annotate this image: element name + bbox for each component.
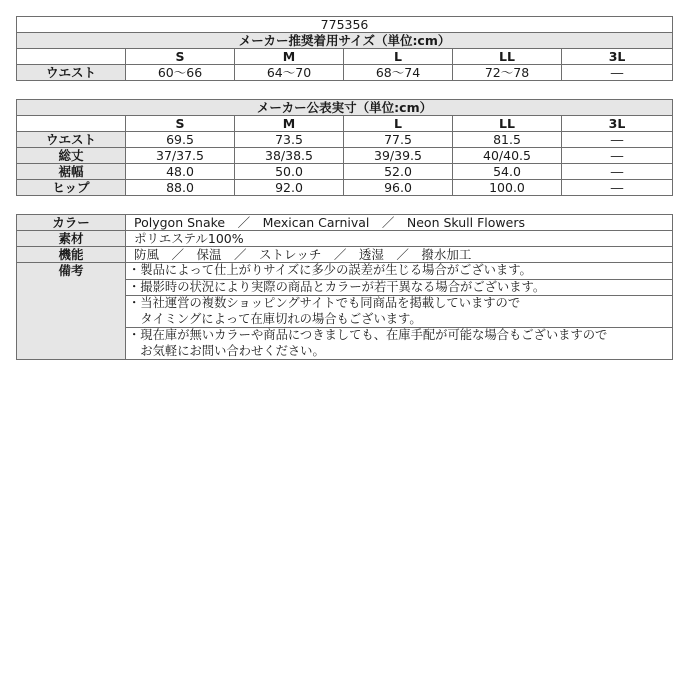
table-cell: ― bbox=[562, 148, 673, 164]
note-item: ・現在庫が無いカラーや商品につきましても、在庫手配が可能な場合もございますので お気軽にお問い合わせください。 bbox=[126, 328, 673, 360]
table-cell: 54.0 bbox=[453, 164, 562, 180]
table-cell: 72～78 bbox=[453, 65, 562, 81]
size-header-l: L bbox=[344, 49, 453, 65]
table-row bbox=[17, 231, 673, 247]
corner-cell bbox=[17, 116, 126, 132]
table-cell: 100.0 bbox=[453, 180, 562, 196]
row-label: 裾幅 bbox=[17, 164, 126, 180]
published-size-table bbox=[16, 99, 673, 196]
table-cell: 96.0 bbox=[344, 180, 453, 196]
table-cell: 39/39.5 bbox=[344, 148, 453, 164]
table-row bbox=[17, 148, 673, 164]
note-item: ・撮影時の状況により実際の商品とカラーが若干異なる場合がございます。 bbox=[126, 279, 673, 296]
note-item: ・製品によって仕上がりサイズに多少の誤差が生じる場合がございます。 bbox=[126, 263, 673, 280]
table-cell: 50.0 bbox=[235, 164, 344, 180]
notes-label: 備考 bbox=[17, 263, 126, 360]
size-header-s: S bbox=[126, 49, 235, 65]
size-header-ll: LL bbox=[453, 49, 562, 65]
table-cell: 88.0 bbox=[126, 180, 235, 196]
product-code: 775356 bbox=[17, 17, 673, 33]
table-row bbox=[17, 215, 673, 231]
size-header-s: S bbox=[126, 116, 235, 132]
size-header-ll: LL bbox=[453, 116, 562, 132]
table-cell: 73.5 bbox=[235, 132, 344, 148]
function-value: 防風 ／ 保温 ／ ストレッチ ／ 透湿 ／ 撥水加工 bbox=[126, 247, 673, 263]
table-cell: 92.0 bbox=[235, 180, 344, 196]
recommended-size-table bbox=[16, 16, 673, 81]
color-value: Polygon Snake ／ Mexican Carnival ／ Neon Skull Flowers bbox=[126, 215, 673, 231]
corner-cell bbox=[17, 49, 126, 65]
row-label: ウエスト bbox=[17, 132, 126, 148]
table-cell: 68～74 bbox=[344, 65, 453, 81]
row-label: ヒップ bbox=[17, 180, 126, 196]
size-header-3l: 3L bbox=[562, 116, 673, 132]
table-cell: ― bbox=[562, 132, 673, 148]
row-label: 総丈 bbox=[17, 148, 126, 164]
table-cell: ― bbox=[562, 65, 673, 81]
table-cell: 64～70 bbox=[235, 65, 344, 81]
size-header-3l: 3L bbox=[562, 49, 673, 65]
product-details-table bbox=[16, 214, 673, 360]
table-cell: 60～66 bbox=[126, 65, 235, 81]
table-row bbox=[17, 65, 673, 81]
recommended-size-title: メーカー推奨着用サイズ（単位:cm） bbox=[17, 33, 673, 49]
table-cell: 40/40.5 bbox=[453, 148, 562, 164]
table-cell: ― bbox=[562, 164, 673, 180]
color-label: カラー bbox=[17, 215, 126, 231]
table-cell: 81.5 bbox=[453, 132, 562, 148]
table-cell: ― bbox=[562, 180, 673, 196]
size-header-l: L bbox=[344, 116, 453, 132]
function-label: 機能 bbox=[17, 247, 126, 263]
material-value: ポリエステル100% bbox=[126, 231, 673, 247]
row-label: ウエスト bbox=[17, 65, 126, 81]
size-header-m: M bbox=[235, 116, 344, 132]
table-cell: 52.0 bbox=[344, 164, 453, 180]
table-row bbox=[17, 263, 673, 280]
table-cell: 38/38.5 bbox=[235, 148, 344, 164]
table-row bbox=[17, 247, 673, 263]
note-item: ・当社運営の複数ショッピングサイトでも同商品を掲載していますので タイミングによって在庫切れの場合もございます。 bbox=[126, 296, 673, 328]
table-cell: 48.0 bbox=[126, 164, 235, 180]
table-cell: 69.5 bbox=[126, 132, 235, 148]
material-label: 素材 bbox=[17, 231, 126, 247]
published-size-title: メーカー公表実寸（単位:cm） bbox=[17, 100, 673, 116]
table-row bbox=[17, 180, 673, 196]
table-cell: 37/37.5 bbox=[126, 148, 235, 164]
size-header-m: M bbox=[235, 49, 344, 65]
table-cell: 77.5 bbox=[344, 132, 453, 148]
table-row bbox=[17, 164, 673, 180]
table-row bbox=[17, 132, 673, 148]
